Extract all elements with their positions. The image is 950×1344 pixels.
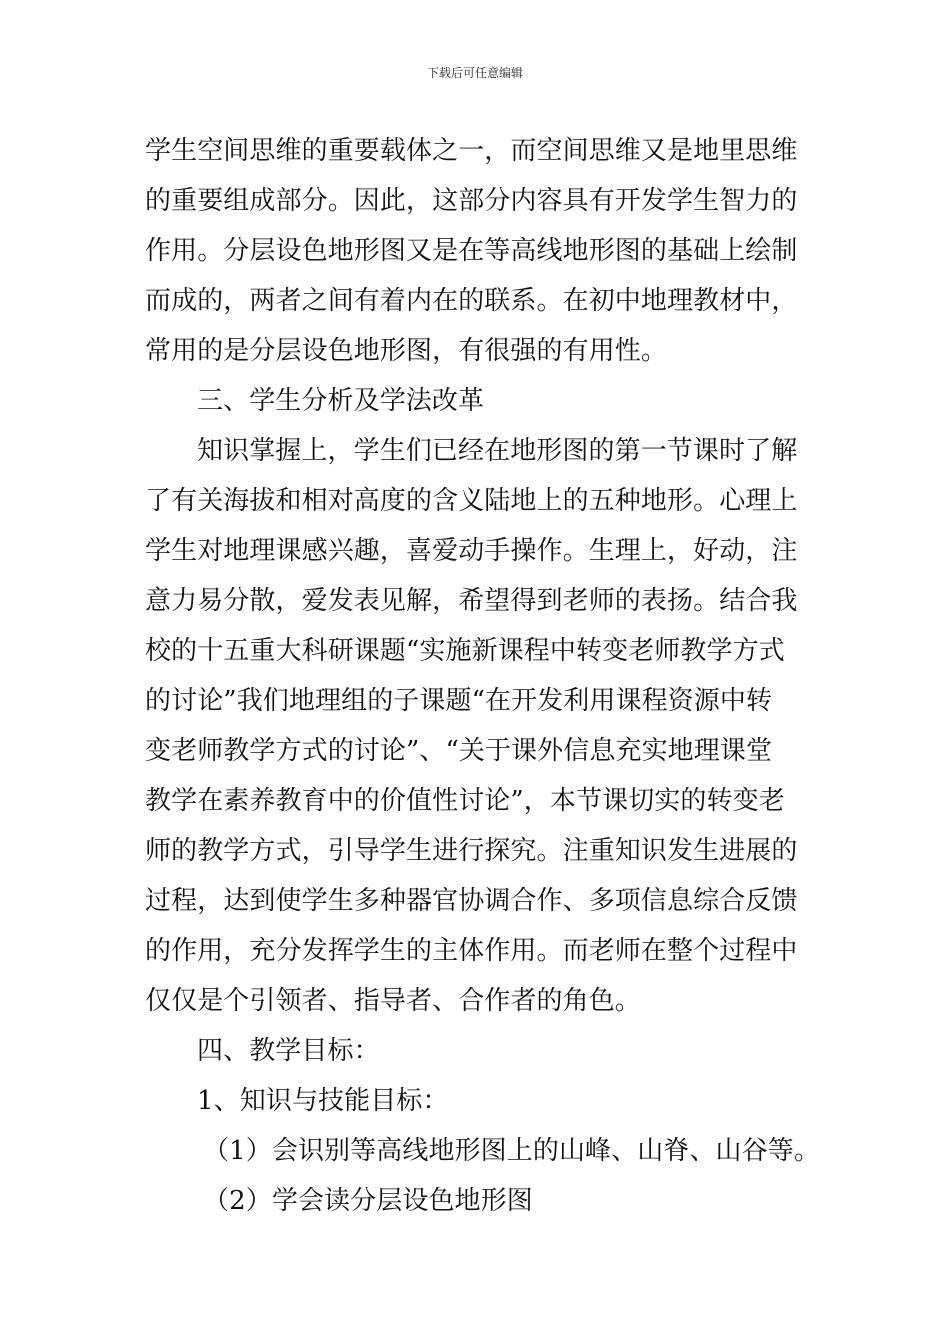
paragraph-line: 学生对地理课感兴趣，喜爱动手操作。生理上，好动，注 [145, 536, 798, 566]
paragraph-line: 教学在素养教育中的价值性讨论”，本节课切实的转变老 [145, 786, 785, 816]
paragraph-line: 常用的是分层设色地形图，有很强的有用性。 [145, 336, 668, 366]
paragraph-line: 而成的，两者之间有着内在的联系。在初中地理教材中， [145, 286, 798, 316]
paragraph-line: 的重要组成部分。因此，这部分内容具有开发学生智力的 [145, 186, 798, 216]
page-header: 下载后可任意编辑 [426, 66, 523, 80]
paragraph-line: 过程，达到使学生多种器官协调合作、多项信息综合反馈 [145, 886, 798, 916]
paragraph-line: 的讨论”我们地理组的子课题“在开发利用课程资源中转 [145, 686, 773, 716]
document-body [145, 126, 820, 1226]
paragraph-line: 意力易分散，爱发表见解，希望得到老师的表扬。结合我 [145, 586, 798, 616]
paragraph-line: 了有关海拔和相对高度的含义陆地上的五种地形。心理上 [145, 486, 798, 516]
section-heading-student-analysis: 三、学生分析及学法改革 [197, 386, 485, 416]
paragraph-line: 仅仅是个引领者、指导者、合作者的角色。 [145, 986, 641, 1016]
section-heading-teaching-goals: 四、教学目标： [197, 1036, 380, 1066]
subheading-knowledge-skills: 1、知识与技能目标： [197, 1086, 449, 1116]
paragraph-line: 知识掌握上，学生们已经在地形图的第一节课时了解 [197, 436, 798, 466]
paragraph-line: 师的教学方式，引导学生进行探究。注重知识发生进展的 [145, 836, 798, 866]
paragraph-line: 的作用，充分发挥学生的主体作用。而老师在整个过程中 [145, 936, 798, 966]
paragraph-line: 学生空间思维的重要载体之一，而空间思维又是地里思维 [145, 136, 798, 166]
paragraph-line: 作用。分层设色地形图又是在等高线地形图的基础上绘制 [145, 236, 798, 266]
list-item: （1）会识别等高线地形图上的山峰、山脊、山谷等。 [203, 1136, 820, 1166]
paragraph-line: 校的十五重大科研课题“实施新课程中转变老师教学方式 [145, 636, 785, 666]
paragraph-line: 变老师教学方式的讨论”、“关于课外信息充实地理课堂 [145, 736, 773, 766]
list-item: （2）学会读分层设色地形图 [203, 1186, 533, 1216]
